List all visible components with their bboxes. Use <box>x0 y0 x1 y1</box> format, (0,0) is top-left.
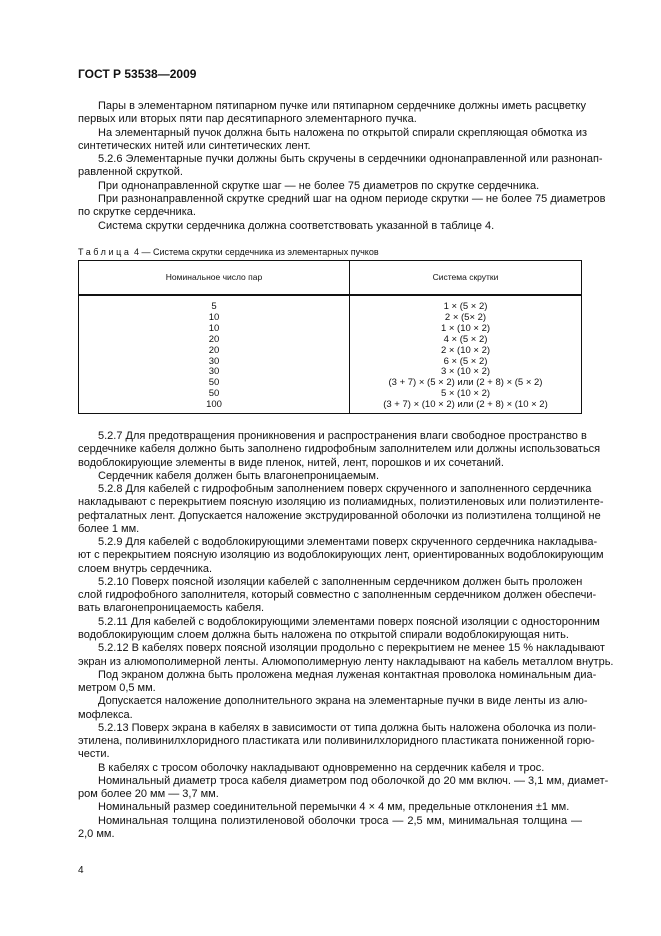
table-row <box>79 295 582 313</box>
pairs-cell: 10 <box>79 324 350 335</box>
column-header-pairs: Номинальное число пар <box>79 260 350 295</box>
twist-system-cell: 3 × (10 × 2) <box>350 367 582 378</box>
paragraph <box>78 153 603 180</box>
text-line: В кабелях с тросом оболочку накладывают одновременно на сердечник кабеля и трос. <box>98 761 545 774</box>
twist-system-cell: 2 × (5× 2) <box>350 313 582 324</box>
text-line: по скрутке сердечника. <box>78 206 196 219</box>
paragraph <box>78 762 582 775</box>
twist-system-cell: 6 × (5 × 2) <box>350 357 582 368</box>
paragraph <box>78 100 586 127</box>
text-line: экран из алюмополимерной ленты. Алюмополимерную ленту накладывают на кабель металлом внутрь. <box>78 655 614 668</box>
twist-system-cell: 5 × (10 × 2) <box>350 389 582 400</box>
text-line: сердечнике кабеля должно быть заполнено гидрофобным заполнителем или должны использоваться <box>78 443 601 456</box>
paragraph <box>78 220 582 233</box>
twist-system-cell: 1 × (10 × 2) <box>350 324 582 335</box>
text-line: рефталатных лент. Допускается наложение экструдированной оболочки из полиэтилена толщиной не <box>78 509 601 522</box>
text-line: синтетических нитей или синтетических лент. <box>78 139 311 152</box>
text-line: Пары в элементарном пятипарном пучке или пятипарном сердечнике должны иметь расцветку <box>98 100 586 112</box>
text-line: Система скрутки сердечника должна соответствовать указанной в таблице 4. <box>98 219 495 232</box>
paragraph <box>78 430 601 470</box>
paragraph <box>78 668 597 696</box>
paragraph <box>78 774 609 802</box>
text-line: первых или вторых пяти пар десятипарного элементарного пучка. <box>78 113 417 126</box>
document-header: ГОСТ Р 53538—2009 <box>78 67 197 81</box>
text-line: 5.2.12 В кабелях поверх поясной изоляции продольно с перекрытием не менее 15 % накладывают <box>98 642 605 655</box>
pairs-cell: 20 <box>79 335 350 346</box>
pre-table-text <box>78 100 606 233</box>
pairs-cell: 5 <box>79 295 350 313</box>
table-row <box>79 335 582 346</box>
text-line: более 1 мм. <box>78 522 140 535</box>
document-page <box>78 0 614 877</box>
text-line: 5.2.7 Для предотвращения проникновения и распространения влаги свободное пространство в <box>98 430 587 443</box>
paragraph <box>78 721 597 762</box>
text-line: Номинальный диаметр троса кабеля диаметром под оболочкой до 20 мм включ. — 3,1 мм, диамет- <box>98 774 609 787</box>
text-line: Допускается наложение дополнительного экрана на элементарные пучки в виде ленты из алю- <box>98 695 588 708</box>
paragraph <box>78 615 600 643</box>
pairs-cell: 10 <box>79 313 350 324</box>
text-line: слой гидрофобного заполнителя, который совместно с заполненным сердечником должен обеспечи- <box>78 589 597 602</box>
paragraph <box>78 193 606 220</box>
text-line: ром более 20 мм — 3,7 мм. <box>78 788 219 801</box>
text-line: При однонаправленной скрутке шаг — не более 75 диаметров по скрутке сердечника. <box>98 179 540 192</box>
paragraph <box>78 642 614 669</box>
paragraph <box>78 815 582 842</box>
table-row <box>79 378 582 389</box>
pairs-cell: 50 <box>79 378 350 389</box>
text-line: водоблокирующим слоем должна быть наложена по открытой спирали водоблокирующая нить. <box>78 629 569 642</box>
pairs-cell: 20 <box>79 346 350 357</box>
text-line: этилена, поливинилхлоридного пластиката или поливинилхлоридного пластиката пониженной горю- <box>78 735 595 748</box>
text-line: 5.2.13 Поверх экрана в кабелях в зависимости от типа должна быть наложена оболочка из поли- <box>98 721 597 734</box>
paragraph <box>78 483 604 536</box>
text-line: 5.2.10 Поверх поясной изоляции кабелей с заполненным сердечником должен быть проложен <box>98 575 583 588</box>
text-line: При разнонаправленной скрутке средний шаг на одном периоде скрутки — не более 75 диаметров <box>98 193 606 206</box>
twist-system-cell: 4 × (5 × 2) <box>350 335 582 346</box>
text-line: 2,0 мм. <box>78 828 115 840</box>
text-line: Под экраном должна быть проложена медная луженая контактная проволока номинальным диа- <box>98 668 597 681</box>
text-line: 5.2.11 Для кабелей с водоблокирующими элементами поверх поясной изоляции с односторонним <box>98 615 600 628</box>
text-line: мофлекса. <box>78 708 133 721</box>
text-line: Номинальный размер соединительной перемычки 4 × 4 мм, предельные отклонения ±1 мм. <box>98 801 570 814</box>
text-line: 5.2.6 Элементарные пучки должны быть скручены в сердечники однонаправленной или разнонап- <box>98 153 603 166</box>
table-row <box>79 313 582 324</box>
text-line: На элементарный пучок должна быть наложена по открытой спирали скрепляющая обмотка из <box>98 126 588 139</box>
page-number: 4 <box>78 865 84 877</box>
pairs-cell: 30 <box>79 357 350 368</box>
table-caption <box>78 247 582 258</box>
text-line: слоем внутрь сердечника. <box>78 562 213 575</box>
text-line: вать влагонепроницаемость кабеля. <box>78 602 265 615</box>
paragraph <box>78 801 582 814</box>
twist-system-cell: (3 + 7) × (5 × 2) или (2 + 8) × (5 × 2) <box>350 378 582 389</box>
paragraph <box>78 126 588 154</box>
table-row <box>79 400 582 413</box>
twist-system-cell: 2 × (10 × 2) <box>350 346 582 357</box>
table-row <box>79 357 582 368</box>
twist-system-cell: 1 × (5 × 2) <box>350 295 582 313</box>
text-line: накладывают с перекрытием поясную изоляцию из полиамидных, полиэтиленовых или полиэтиленте- <box>78 496 604 509</box>
post-table-text <box>78 430 614 841</box>
text-line: водоблокирующие элементы в виде пленок, нитей, лент, порошков и их сочетаний. <box>78 456 504 469</box>
text-line: Номинальная толщина полиэтиленовой оболочки троса — 2,5 мм, минимальная толщина — <box>98 814 582 827</box>
paragraph <box>78 695 588 722</box>
text-line: чести. <box>78 748 110 761</box>
twist-system-cell: (3 + 7) × (10 × 2) или (2 + 8) × (10 × 2) <box>350 400 582 413</box>
paragraph <box>78 575 597 616</box>
table-row <box>79 346 582 357</box>
text-line: равленной скруткой. <box>78 166 183 179</box>
table-caption-label: Таблица <box>78 246 132 257</box>
paragraph <box>78 536 604 576</box>
pairs-cell: 30 <box>79 367 350 378</box>
twist-system-table <box>78 260 582 414</box>
table-caption-title: 4 — Система скрутки сердечника из элементарных пучков <box>131 246 379 257</box>
text-line: Сердечник кабеля должен быть влагонепроницаемым. <box>98 469 380 482</box>
column-header-twist-system: Система скрутки <box>350 260 582 295</box>
table-row <box>79 324 582 335</box>
text-line: ют с перекрытием поясную изоляцию из водоблокирующих лент, ориентированных водоблокирующим <box>78 549 604 562</box>
paragraph <box>78 180 582 193</box>
text-line: 5.2.9 Для кабелей с водоблокирующими элементами поверх скрученного сердечника накладыва- <box>98 536 598 549</box>
pairs-cell: 50 <box>79 389 350 400</box>
paragraph <box>78 470 582 483</box>
text-line: метром 0,5 мм. <box>78 682 156 695</box>
text-line: 5.2.8 Для кабелей с гидрофобным заполнением поверх скрученного и заполненного сердечника <box>98 483 592 496</box>
pairs-cell: 100 <box>79 400 350 413</box>
